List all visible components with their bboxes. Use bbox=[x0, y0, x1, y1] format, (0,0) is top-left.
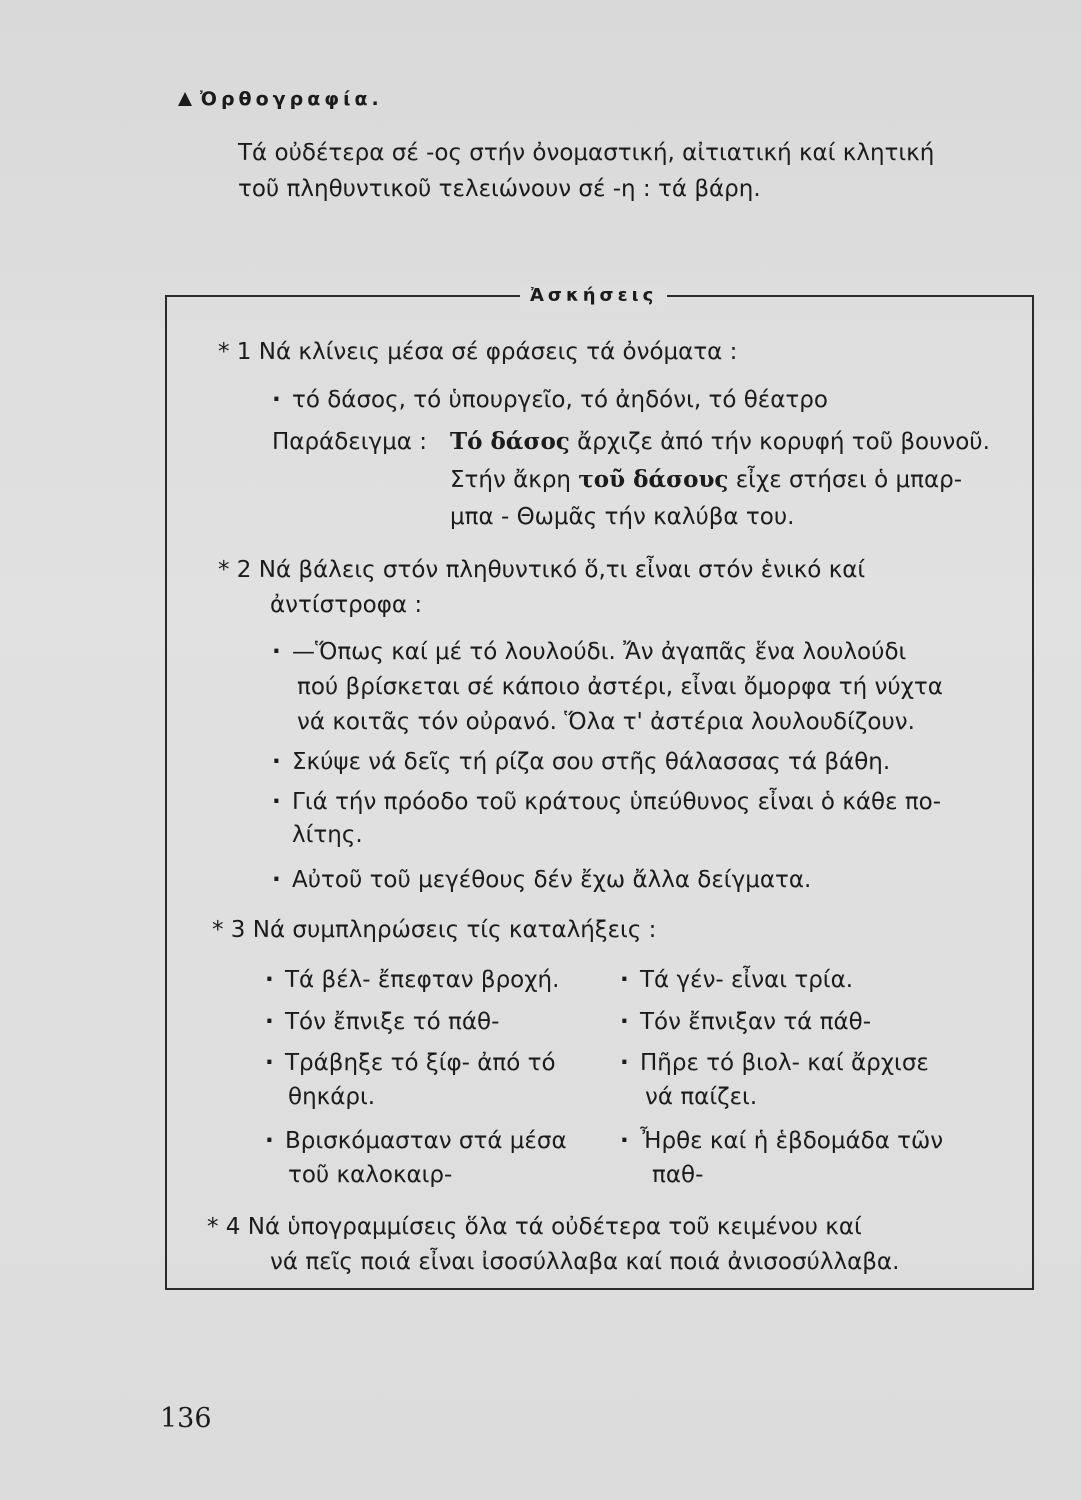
page-number: 136 bbox=[160, 1403, 212, 1434]
exercise-3-left-4-line-2: τοῦ καλοκαιρ- bbox=[288, 1162, 453, 1188]
example-rest-1: ἄρχιζε ἀπό τήν κορυφή τοῦ βουνοῦ. bbox=[569, 429, 990, 455]
exercise-2-bullet-3: · Γιά τήν πρόοδο τοῦ κράτους ὑπεύθυνος εἶναι ὁ κάθε πο- bbox=[272, 785, 941, 819]
exercise-3-left-3: · Τράβηξε τό ξίφ- ἀπό τό bbox=[265, 1046, 556, 1080]
exercise-3-right-3: · Πῆρε τό βιολ- καί ἄρχισε bbox=[620, 1046, 929, 1080]
example-pre-2: Στήν ἄκρη bbox=[450, 467, 579, 493]
exercise-3-left-3-line-2: θηκάρι. bbox=[288, 1084, 376, 1110]
exercises-title: Ἀσκήσεις bbox=[520, 285, 667, 306]
exercise-3-right-3-line-2: νά παίζει. bbox=[645, 1084, 758, 1110]
exercise-2-bullet-1-line-3: νά κοιτᾶς τόν οὐρανό. Ὅλα τ' ἀστέρια λουλουδίζουν. bbox=[297, 709, 915, 735]
exercise-3-right-2: · Τόν ἔπνιξαν τά πάθ- bbox=[620, 1005, 871, 1039]
orthography-title-text: Ὀρθογραφία. bbox=[200, 88, 383, 110]
exercise-3-left-2: · Τόν ἔπνιξε τό πάθ- bbox=[265, 1005, 499, 1039]
orthography-title bbox=[178, 88, 383, 110]
exercise-3-right-4: · Ἦρθε καί ἡ ἑβδομάδα τῶν bbox=[620, 1124, 943, 1158]
exercise-4-line-2: νά πεῖς ποιά εἶναι ἰσοσύλλαβα καί ποιά ἀνισοσύλλαβα. bbox=[270, 1249, 900, 1275]
exercise-3-right-4-line-2: παθ- bbox=[652, 1162, 704, 1188]
exercise-2-bullet-3-line-2: λίτης. bbox=[292, 822, 363, 848]
exercise-2-heading: * 2 Νά βάλεις στόν πληθυντικό ὅ,τι εἶναι στόν ἑνικό καί bbox=[218, 557, 866, 583]
exercise-2-bullet-1: · —Ὅπως καί μέ τό λουλούδι. Ἄν ἀγαπᾶς ἕνα λουλούδι bbox=[272, 635, 906, 669]
exercise-1-heading: * 1 Νά κλίνεις μέσα σέ φράσεις τά ὀνόματα : bbox=[218, 339, 738, 365]
orthography-rule bbox=[238, 135, 1038, 207]
orthography-line-1: Τά οὐδέτερα σέ -ος στήν ὀνομαστική, αἰτιατική καί κλητική bbox=[238, 140, 935, 166]
example-bold-2: τοῦ δάσους bbox=[578, 466, 729, 493]
exercise-2-bullet-1-line-2: πού βρίσκεται σέ κάποιο ἀστέρι, εἶναι ὄμορφα τή νύχτα bbox=[297, 674, 943, 700]
exercise-2-heading-2: ἀντίστροφα : bbox=[270, 592, 423, 618]
example-label: Παράδειγμα : bbox=[272, 429, 427, 455]
example-rest-2: εἶχε στήσει ὁ μπαρ- bbox=[728, 467, 963, 493]
example-bold-1: Τό δάσος bbox=[450, 428, 570, 455]
triangle-icon bbox=[178, 92, 192, 106]
exercise-3-right-1: · Τά γέν- εἶναι τρία. bbox=[620, 963, 853, 997]
exercise-4-line-1: * 4 Νά ὑπογραμμίσεις ὅλα τά οὐδέτερα τοῦ κειμένου καί bbox=[207, 1214, 862, 1240]
example-line-3: μπα - Θωμᾶς τήν καλύβα του. bbox=[450, 504, 795, 530]
exercise-2-bullet-2: · Σκύψε νά δεῖς τή ρίζα σου στῆς θάλασσας τά βάθη. bbox=[272, 745, 890, 779]
exercise-2-bullet-4: · Αὐτοῦ τοῦ μεγέθους δέν ἔχω ἄλλα δείγματα. bbox=[272, 863, 811, 897]
exercise-3-left-1: · Τά βέλ- ἔπεφταν βροχή. bbox=[265, 963, 559, 997]
example-line-1 bbox=[450, 425, 990, 459]
exercise-3-heading: * 3 Νά συμπληρώσεις τίς καταλήξεις : bbox=[212, 917, 657, 943]
exercise-3-left-4: · Βρισκόμασταν στά μέσα bbox=[265, 1124, 567, 1158]
exercise-1-list: · τό δάσος, τό ὑπουργεῖο, τό ἀηδόνι, τό θέατρο bbox=[272, 383, 828, 417]
example-line-2 bbox=[450, 463, 962, 497]
orthography-line-2: τοῦ πληθυντικοῦ τελειώνουν σέ -η : τά βάρη. bbox=[238, 176, 761, 202]
